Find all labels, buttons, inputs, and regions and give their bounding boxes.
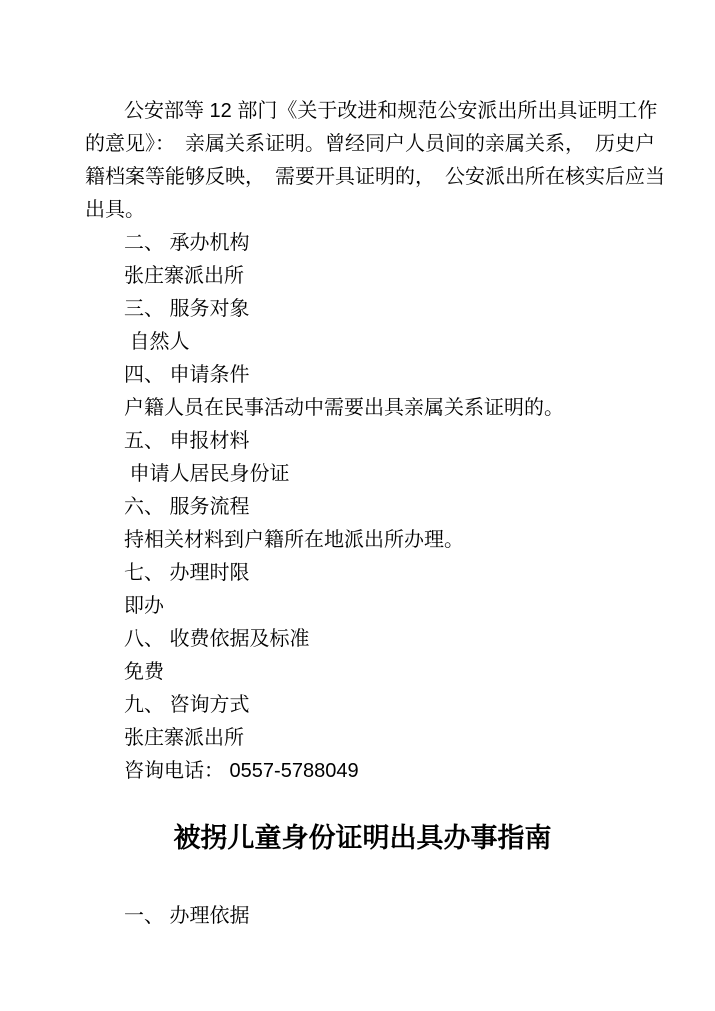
section-6-value: 持相关材料到户籍所在地派出所办理。 [124, 529, 464, 551]
section-8-value: 免费 [124, 661, 164, 683]
intro-paragraph [85, 95, 665, 227]
section-4-heading: 四、 申请条件 [124, 364, 250, 386]
section-2-value: 张庄寨派出所 [124, 265, 244, 287]
section-7-value: 即办 [124, 595, 164, 617]
section-9-value: 张庄寨派出所 [124, 727, 244, 749]
section-6-heading: 六、 服务流程 [124, 496, 250, 518]
section-3-heading: 三、 服务对象 [124, 298, 250, 320]
intro-paragraph-line-4: 出具。 [85, 199, 145, 221]
section-5-heading: 五、 申报材料 [124, 430, 250, 452]
guide-sections [85, 227, 640, 788]
section-7-heading: 七、 办理时限 [124, 562, 250, 584]
contact-phone-line: 咨询电话： 0557-5788049 [124, 760, 359, 782]
intro-paragraph-line-2: 的意见》： 亲属关系证明。曾经同户人员间的亲属关系， 历史户 [85, 133, 655, 155]
section-9-heading: 九、 咨询方式 [124, 694, 250, 716]
section-4-value: 户籍人员在民事活动中需要出具亲属关系证明的。 [124, 397, 564, 419]
section-2-heading: 二、 承办机构 [124, 232, 250, 254]
section-8-heading: 八、 收费依据及标准 [124, 628, 310, 650]
section-5-value: 申请人居民身份证 [124, 463, 290, 485]
section-1-heading: 一、 办理依据 [124, 905, 250, 927]
guide-title: 被拐儿童身份证明出具办事指南 [173, 823, 552, 853]
section-3-value: 自然人 [124, 331, 190, 353]
intro-paragraph-line-3: 籍档案等能够反映， 需要开具证明的， 公安派出所在核实后应当 [85, 166, 665, 188]
intro-paragraph-line-1: 公安部等 12 部门《关于改进和规范公安派出所出具证明工作 [124, 100, 658, 122]
